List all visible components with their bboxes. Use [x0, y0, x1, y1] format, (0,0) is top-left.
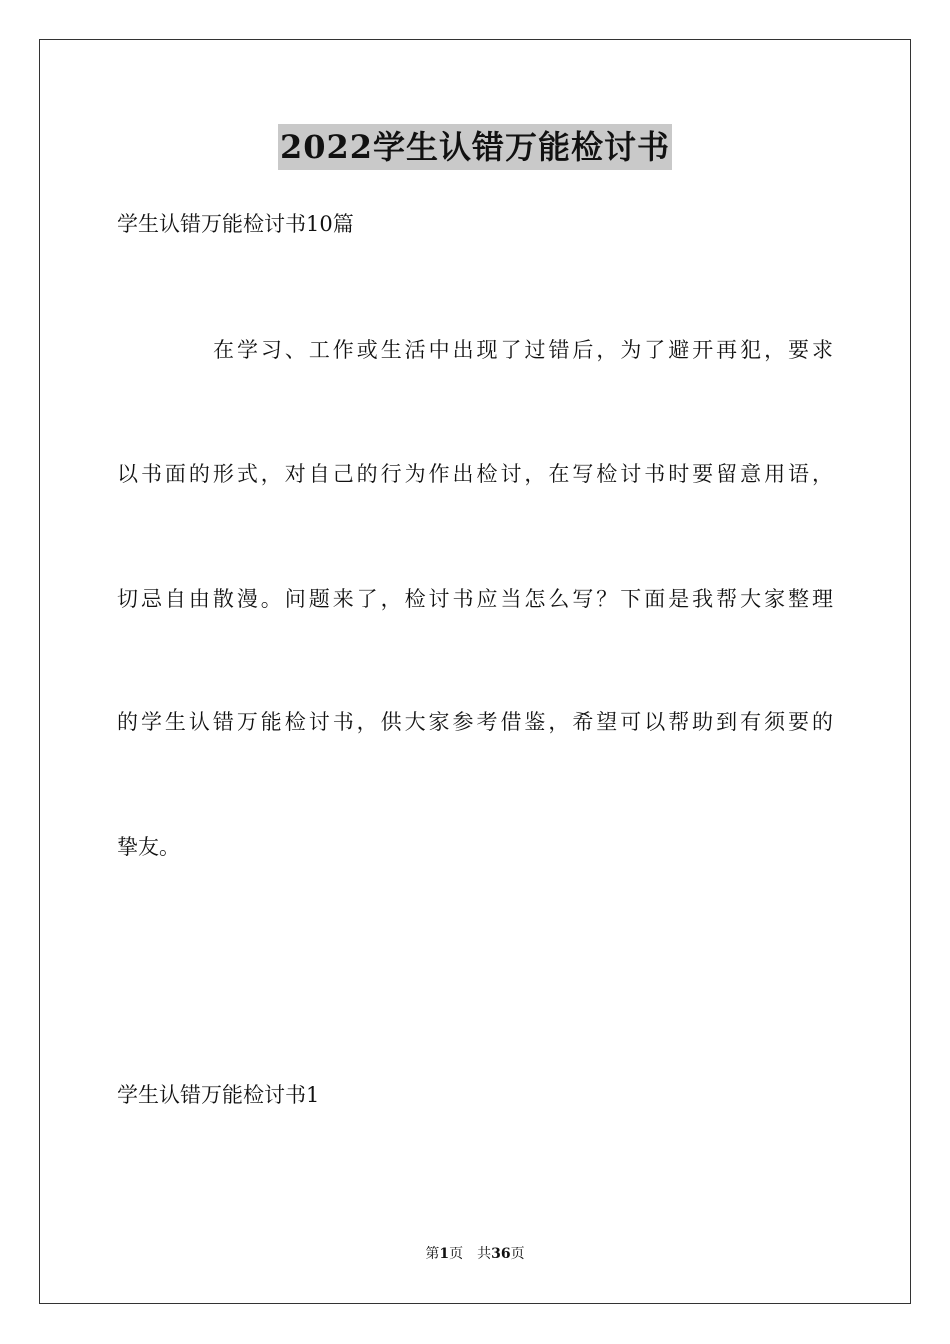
intro-line-1: 在学习、工作或生活中出现了过错后，为了避开再犯，要求: [213, 338, 833, 362]
page-footer: [0, 1244, 950, 1264]
document-title: 2022学生认错万能检讨书: [278, 124, 672, 170]
footer-page-number: 1: [439, 1246, 450, 1262]
footer-page-suffix: 页: [449, 1246, 464, 1262]
intro-line-5: 挚友。: [117, 835, 180, 859]
title-container: [0, 124, 950, 170]
document-subtitle: 学生认错万能检讨书10篇: [117, 212, 354, 236]
intro-line-4: 的学生认错万能检讨书，供大家参考借鉴，希望可以帮助到有须要的: [117, 710, 833, 734]
section-heading: 学生认错万能检讨书1: [117, 1083, 320, 1107]
intro-line-3: 切忌自由散漫。问题来了，检讨书应当怎么写？下面是我帮大家整理: [117, 587, 833, 611]
intro-line-2: 以书面的形式，对自己的行为作出检讨，在写检讨书时要留意用语，: [117, 462, 833, 486]
footer-page-prefix: 第: [425, 1246, 440, 1262]
footer-total-pages: 36: [491, 1246, 511, 1262]
footer-total-prefix: 共: [477, 1246, 492, 1262]
footer-total-suffix: 页: [510, 1246, 525, 1262]
